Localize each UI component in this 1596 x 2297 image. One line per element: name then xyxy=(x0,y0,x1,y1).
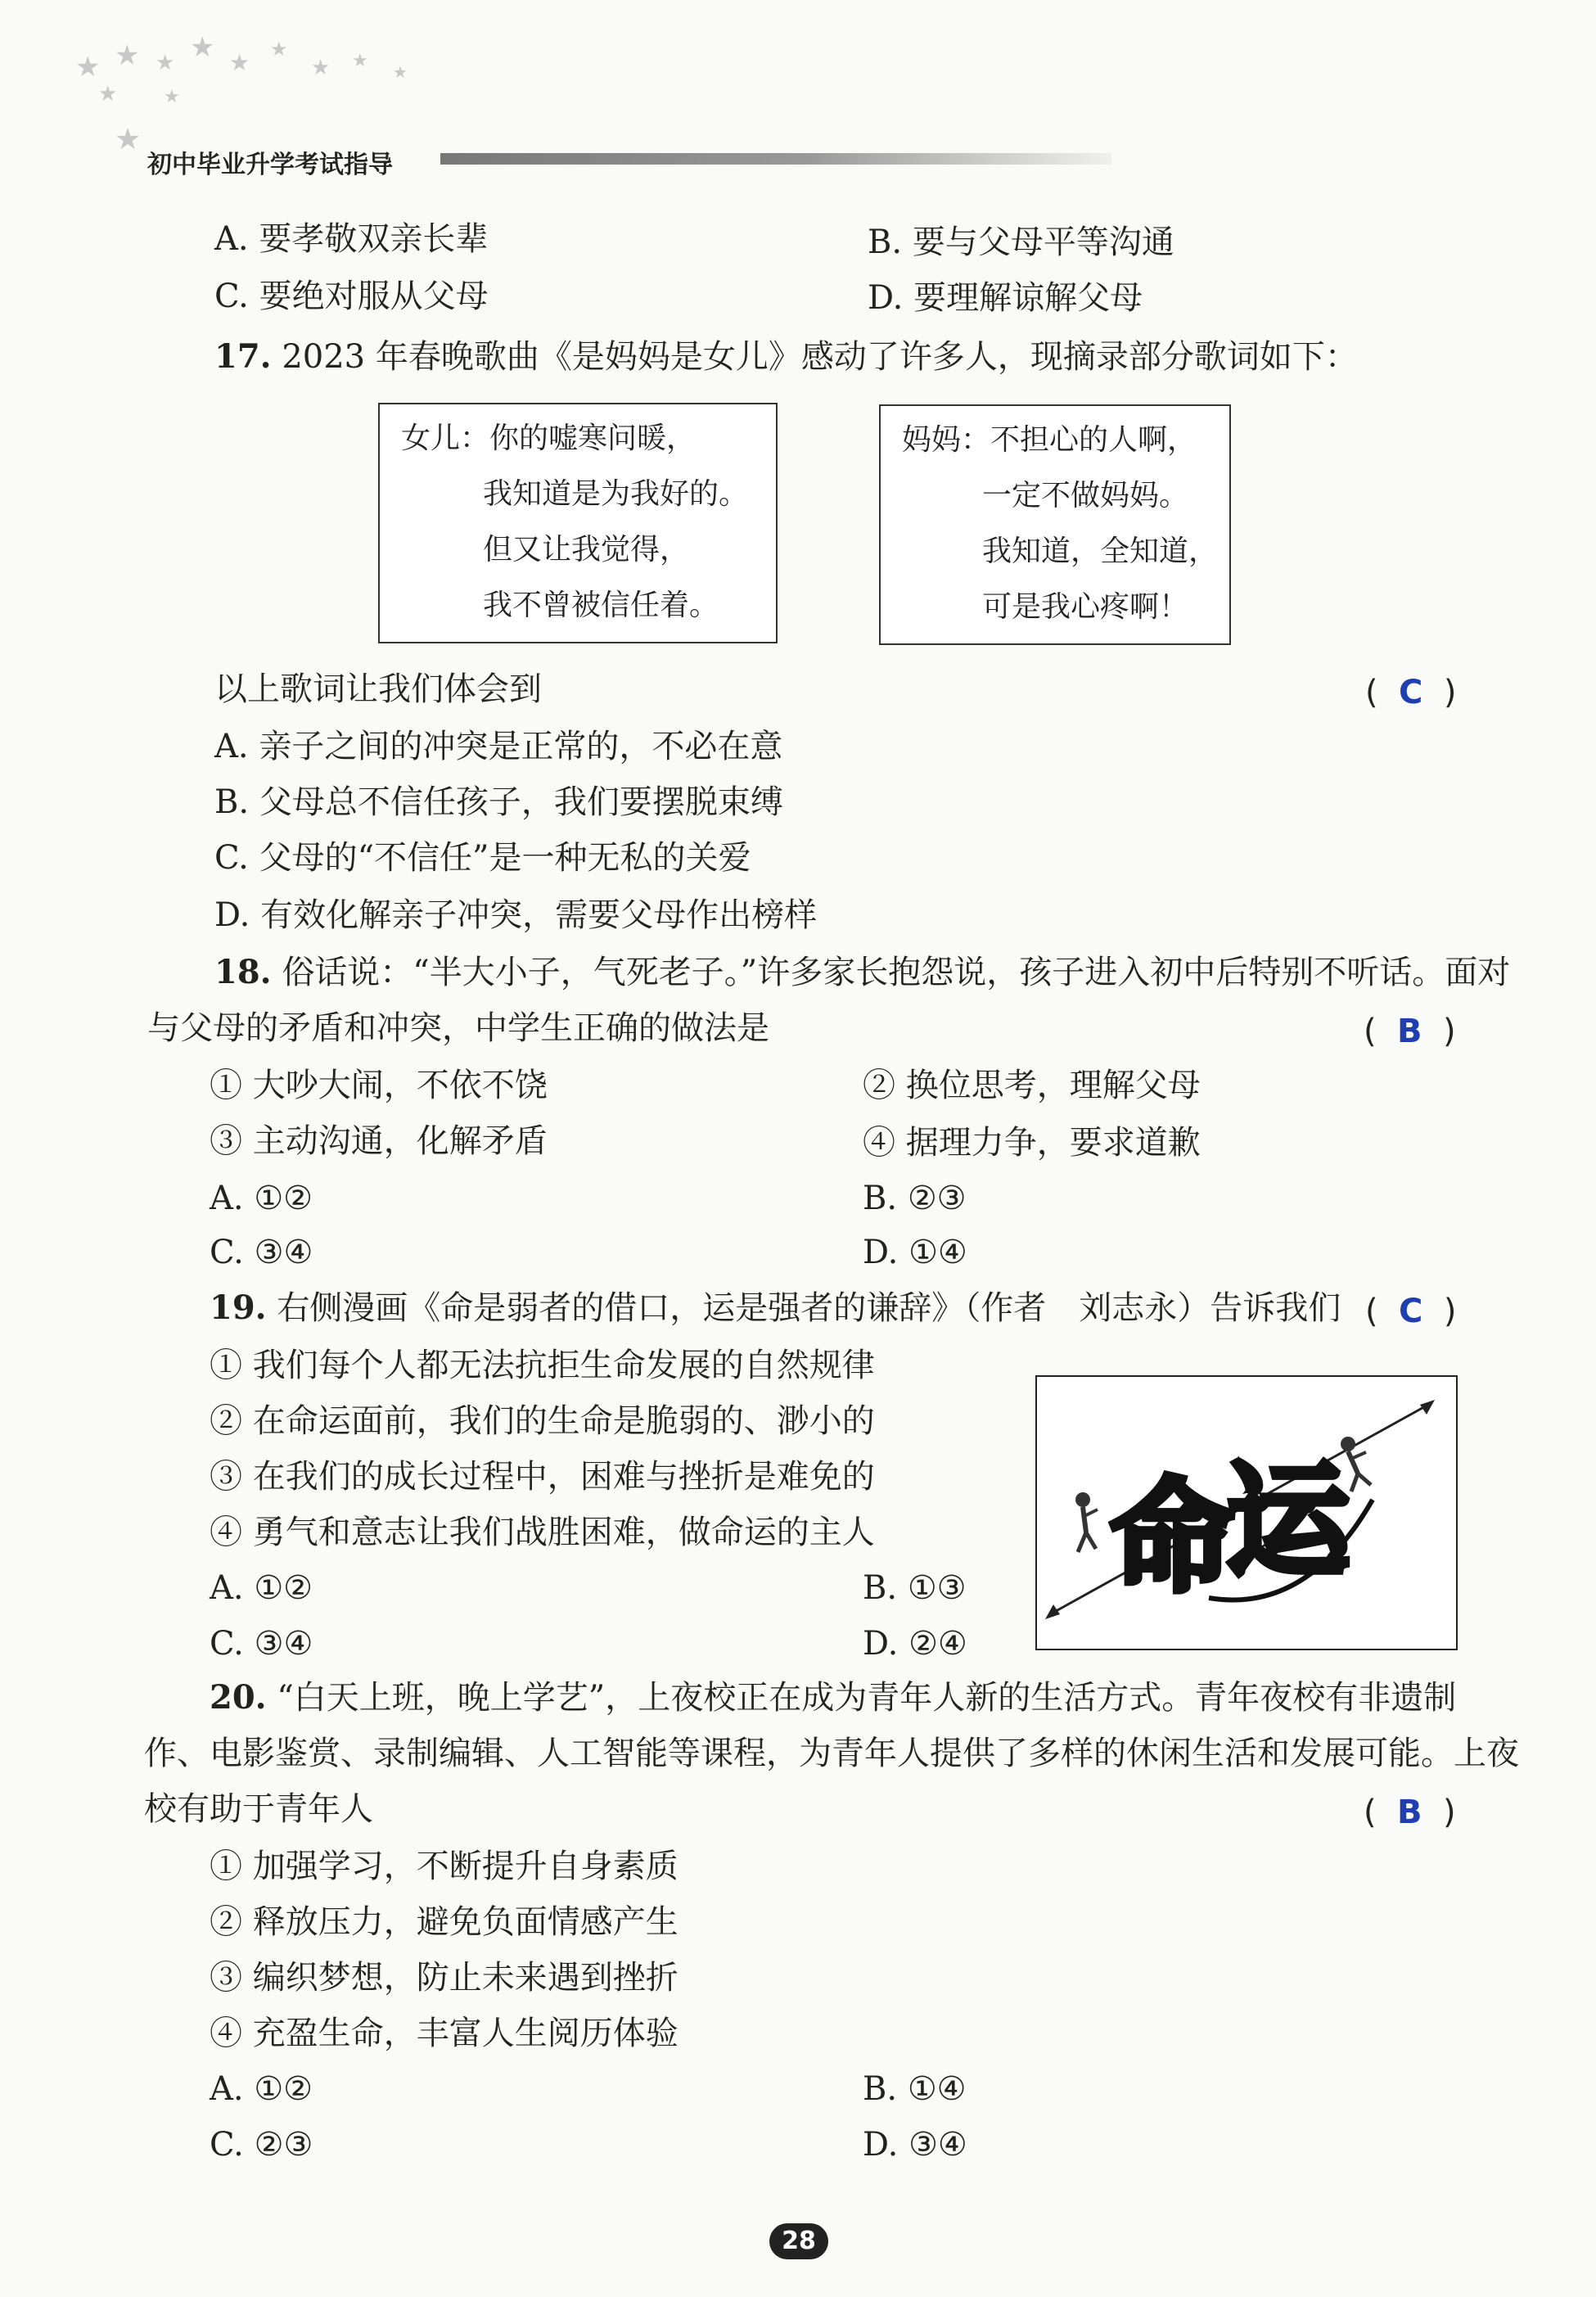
star-icon: ★ xyxy=(229,49,250,76)
lyric-line: 我知道，全知道， xyxy=(982,535,1219,568)
q17-option-b: B. 父母总不信任孩子，我们要摆脱束缚 xyxy=(214,783,783,821)
answer-mark: B xyxy=(1397,1013,1422,1050)
answer-mark: C xyxy=(1399,1293,1423,1330)
q20-stem-line3: 校有助于青年人 xyxy=(144,1790,373,1828)
q18-item-3: ③ 主动沟通，化解矛盾 xyxy=(210,1122,548,1160)
comic-svg xyxy=(1037,1377,1456,1649)
q18-option-c: C. ③④ xyxy=(210,1234,313,1271)
q18-answer-slot: ( B ) xyxy=(1364,1013,1456,1050)
q17-answer-slot: ( C ) xyxy=(1365,674,1457,711)
star-icon: ★ xyxy=(270,38,288,61)
q17-option-c: C. 父母的“不信任”是一种无私的关爱 xyxy=(214,839,751,877)
q16-option-b: B. 要与父母平等沟通 xyxy=(868,223,1174,261)
q18-stem-text: 俗话说：“半大小子，气死老子。”许多家长抱怨说，孩子进入初中后特别不听话。面对 xyxy=(282,954,1511,991)
header-title: 初中毕业升学考试指导 xyxy=(147,151,393,179)
q19-stem xyxy=(210,1288,1341,1328)
question-number: 18. xyxy=(214,953,272,991)
q19-option-c: C. ③④ xyxy=(210,1625,313,1663)
answer-mark: C xyxy=(1399,674,1423,711)
q18-option-b: B. ②③ xyxy=(863,1180,967,1217)
q18-item-2: ② 换位思考，理解父母 xyxy=(863,1067,1201,1104)
q20-option-c: C. ②③ xyxy=(210,2126,313,2164)
q20-option-b: B. ①④ xyxy=(863,2070,967,2108)
comic-char-yun: 运 xyxy=(1227,1451,1350,1593)
header-bar xyxy=(440,153,1111,165)
lyric-line: 可是我心疼啊！ xyxy=(982,590,1189,624)
question-number: 19. xyxy=(210,1288,267,1327)
arrow-tail-icon xyxy=(1045,1604,1060,1619)
q17-option-d: D. 有效化解亲子冲突，需要父母作出榜样 xyxy=(214,896,818,934)
q18-stem-line2: 与父母的矛盾和冲突，中学生正确的做法是 xyxy=(147,1009,769,1047)
climber-figure-icon xyxy=(1075,1492,1098,1552)
lyrics-mother-box xyxy=(879,404,1231,645)
q19-option-b: B. ①③ xyxy=(863,1569,967,1607)
q19-option-a: A. ①② xyxy=(210,1569,313,1607)
q18-stem-line1 xyxy=(214,953,1510,992)
question-number: 20. xyxy=(210,1678,267,1717)
star-icon: ★ xyxy=(115,123,142,156)
q20-item-2: ② 释放压力，避免负面情感产生 xyxy=(210,1903,679,1941)
q16-option-c: C. 要绝对服从父母 xyxy=(214,278,489,315)
q18-option-a: A. ①② xyxy=(210,1180,313,1217)
star-icon: ★ xyxy=(311,56,331,80)
q20-stem-line2: 作、电影鉴赏、录制编辑、人工智能等课程，为青年人提供了多样的休闲生活和发展可能。上夜 xyxy=(144,1735,1519,1772)
q17-option-a: A. 亲子之间的冲突是正常的，不必在意 xyxy=(214,728,783,765)
q17-stem-text: 2023 年春晚歌曲《是妈妈是女儿》感动了许多人，现摘录部分歌词如下： xyxy=(282,338,1358,376)
star-icon: ★ xyxy=(98,82,118,106)
q18-item-4: ④ 据理力争，要求道歉 xyxy=(863,1124,1201,1162)
lyric-line: 但又让我觉得， xyxy=(483,533,690,566)
comic-illustration xyxy=(1035,1375,1458,1650)
q19-item-4: ④ 勇气和意志让我们战胜困难，做命运的主人 xyxy=(210,1514,875,1551)
q20-option-a: A. ①② xyxy=(210,2070,313,2108)
q20-item-1: ① 加强学习，不断提升自身素质 xyxy=(210,1848,679,1885)
q20-item-4: ④ 充盈生命，丰富人生阅历体验 xyxy=(210,2015,679,2052)
q18-option-d: D. ①④ xyxy=(863,1234,967,1271)
q19-option-d: D. ②④ xyxy=(863,1625,967,1663)
star-icon: ★ xyxy=(156,51,175,75)
lyric-line: 妈妈：不担心的人啊， xyxy=(902,423,1197,457)
q20-stem-text: “白天上班，晚上学艺”，上夜校正在成为青年人新的生活方式。青年夜校有非遗制 xyxy=(277,1679,1457,1717)
q16-option-d: D. 要理解谅解父母 xyxy=(868,279,1143,317)
answer-mark: B xyxy=(1397,1794,1422,1831)
star-icon: ★ xyxy=(190,31,215,64)
star-icon: ★ xyxy=(393,62,408,82)
q19-stem-text: 右侧漫画《命是弱者的借口，运是强者的谦辞》（作者 刘志永）告诉我们 xyxy=(277,1289,1341,1327)
q17-prompt: 以上歌词让我们体会到 xyxy=(214,670,542,708)
star-icon: ★ xyxy=(164,87,180,107)
lyric-line: 我不曾被信任着。 xyxy=(483,589,719,622)
lyrics-daughter-box xyxy=(378,403,778,643)
q20-answer-slot: ( B ) xyxy=(1364,1794,1456,1831)
q19-item-2: ② 在命运面前，我们的生命是脆弱的、渺小的 xyxy=(210,1402,875,1440)
page-number: 28 xyxy=(769,2223,828,2259)
lyric-line: 一定不做妈妈。 xyxy=(982,479,1189,512)
comic-char-ming: 命 xyxy=(1111,1467,1234,1609)
q20-option-d: D. ③④ xyxy=(863,2126,967,2164)
star-icon: ★ xyxy=(352,51,368,71)
star-icon: ★ xyxy=(115,39,140,72)
q19-answer-slot: ( C ) xyxy=(1365,1293,1457,1330)
question-number: 17. xyxy=(214,337,272,376)
q19-item-3: ③ 在我们的成长过程中，困难与挫折是难免的 xyxy=(210,1458,875,1496)
arrow-head-icon xyxy=(1420,1400,1435,1415)
q17-stem xyxy=(214,337,1358,377)
q20-item-3: ③ 编织梦想，防止未来遇到挫折 xyxy=(210,1959,679,1997)
q16-option-a: A. 要孝敬双亲长辈 xyxy=(214,220,489,258)
lyric-line: 女儿：你的嘘寒问暖， xyxy=(401,422,697,455)
lyric-line: 我知道是为我好的。 xyxy=(483,477,749,511)
star-icon: ★ xyxy=(75,51,101,83)
q19-item-1: ① 我们每个人都无法抗拒生命发展的自然规律 xyxy=(210,1347,875,1384)
q18-item-1: ① 大吵大闹，不依不饶 xyxy=(210,1067,548,1104)
q20-stem-line1 xyxy=(210,1678,1456,1717)
